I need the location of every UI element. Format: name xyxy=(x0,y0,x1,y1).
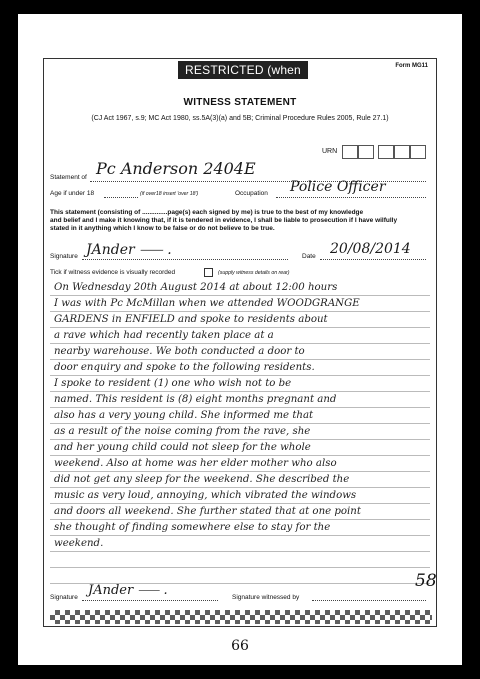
document-page xyxy=(18,14,462,665)
statement-line: a rave which had recently taken place at a xyxy=(54,330,274,341)
urn-box[interactable] xyxy=(342,145,358,159)
footer-page-number: 66 xyxy=(231,638,249,654)
declaration-line-3: stated in it anything which I know to be false or do not believe to be true. xyxy=(50,225,275,232)
statement-line: weekend. Also at home was her elder mother who also xyxy=(54,458,337,469)
date-line xyxy=(320,259,426,260)
statement-line: she thought of finding somewhere else to stay for the xyxy=(54,522,331,533)
urn-box[interactable] xyxy=(378,145,394,159)
visual-record-checkbox[interactable] xyxy=(204,268,213,277)
tick-hint: (supply witness details on rear) xyxy=(218,270,290,276)
statement-line: music as very loud, annoying, which vibrated the windows xyxy=(54,490,357,501)
statement-line: as a result of the noise coming from the rave, she xyxy=(54,426,311,437)
urn-label: URN xyxy=(322,148,338,155)
statement-line: On Wednesday 20th August 2014 at about 12:00 hours xyxy=(54,282,338,293)
age-line[interactable] xyxy=(104,197,138,198)
urn-box[interactable] xyxy=(394,145,410,159)
restricted-banner: RESTRICTED (when complete) xyxy=(178,61,308,79)
date-value[interactable]: 20/08/2014 xyxy=(330,241,411,257)
declaration-line-2: and belief and I make it knowing that, if it is tendered in evidence, I shall be liable to prosecution if I have wilfully xyxy=(50,217,398,224)
statement-line: also has a very young child. She informed me that xyxy=(54,410,314,421)
statement-line: and her young child could not sleep for the whole xyxy=(54,442,311,453)
witnessed-label: Signature witnessed by xyxy=(232,594,300,601)
age-label: Age if under 18 xyxy=(50,190,95,197)
age-hint: (if over18 insert 'over 18') xyxy=(140,191,199,197)
handwritten-page-number: 58 xyxy=(415,571,437,591)
declaration-line-1: This statement (consisting of ..............page(s) each signed by me) is true to the best of my knowledge xyxy=(50,209,364,216)
statement-of-value[interactable]: Pc Anderson 2404E xyxy=(96,159,256,178)
statement-body xyxy=(50,281,430,549)
occupation-line xyxy=(276,197,426,198)
bottom-signature-label: Signature xyxy=(50,594,78,601)
statement-line: did not get any sleep for the weekend. She described the xyxy=(54,474,350,485)
statement-line: door enquiry and spoke to the following residents. xyxy=(54,362,315,373)
signature-value[interactable]: JAnder ⸺ . xyxy=(86,242,172,258)
statement-of-label: Statement of xyxy=(50,174,87,181)
tick-label: Tick if witness evidence is visually recorded xyxy=(50,269,176,276)
witness-statement-form xyxy=(43,58,437,627)
signature-label: Signature xyxy=(50,253,78,260)
signature-line xyxy=(82,259,288,260)
form-number: Form MG11 xyxy=(395,63,428,69)
statement-line: nearby warehouse. We both conducted a door to xyxy=(54,346,305,357)
statement-line: GARDENS in ENFIELD and spoke to residents about xyxy=(54,314,328,325)
bottom-signature-value[interactable]: JAnder ⸺ . xyxy=(88,583,168,598)
statement-line: I was with Pc McMillan when we attended WOODGRANGE xyxy=(54,298,360,309)
urn-box[interactable] xyxy=(410,145,426,159)
statement-line: named. This resident is (8) eight months pregnant and xyxy=(54,394,337,405)
occupation-value[interactable]: Police Officer xyxy=(290,179,386,195)
witnessed-line[interactable] xyxy=(312,600,426,601)
form-title: WITNESS STATEMENT xyxy=(183,97,297,108)
bottom-signature-line xyxy=(82,600,218,601)
statement-line: I spoke to resident (1) one who wish not to be xyxy=(54,378,292,389)
statement-line: weekend. xyxy=(54,538,104,549)
urn-box[interactable] xyxy=(358,145,374,159)
occupation-label: Occupation xyxy=(235,190,268,197)
date-label: Date xyxy=(302,253,316,260)
statement-line: and doors all weekend. She further stated that at one point xyxy=(54,506,361,517)
checker-strip xyxy=(50,610,432,624)
form-subtitle: (CJ Act 1967, s.9; MC Act 1980, ss.5A(3)(a) and 5B; Criminal Procedure Rules 2005, Rule 27.1) xyxy=(91,115,389,122)
